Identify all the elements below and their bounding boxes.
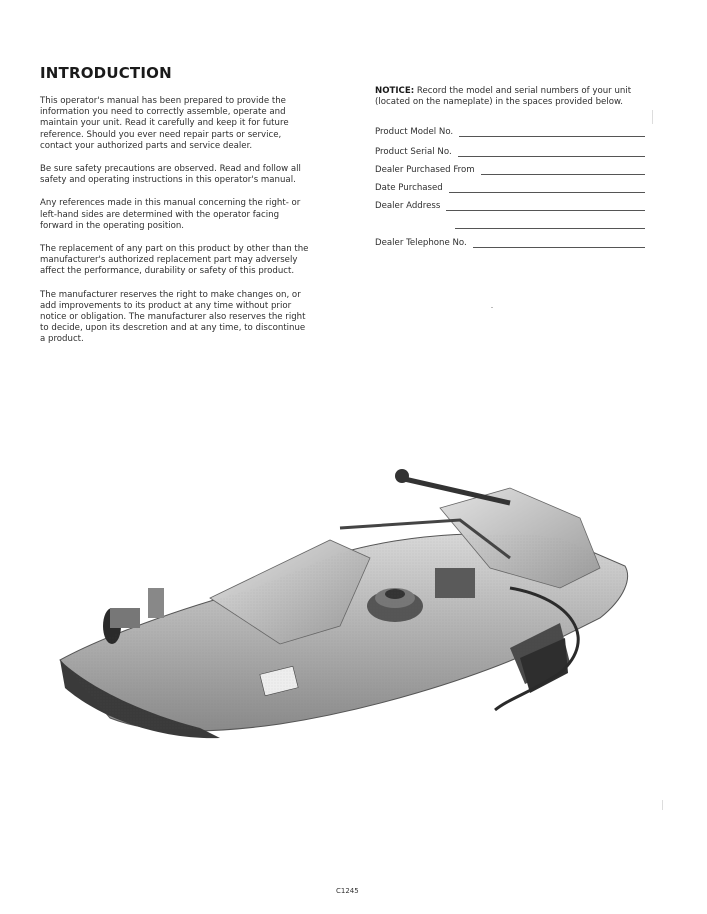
- mower-deck-photo: [40, 448, 640, 748]
- dealer-address-field-2[interactable]: [455, 220, 645, 229]
- dealer-purchased-row: [375, 165, 645, 175]
- product-model-field[interactable]: [459, 128, 645, 137]
- paragraph-replacement-parts: The replacement of any part on this product by other than the manufacturer's authorized replacement part may adversely affect the performance, durability or safety of this product.: [40, 244, 309, 277]
- product-serial-row: [375, 147, 645, 157]
- paragraph-purpose: This operator's manual has been prepared to provide the information you need to correctly assemble, operate and maintain your unit. Read it carefully and keep it for future reference. Should you ever need repair parts or service, contact your authorized parts and service dealer.: [40, 96, 289, 151]
- date-purchased-field[interactable]: [449, 184, 645, 193]
- notice-label: NOTICE:: [375, 86, 415, 96]
- page-title: INTRODUCTION: [40, 64, 172, 82]
- dealer-telephone-row: [375, 238, 645, 248]
- product-model-row: [375, 127, 645, 137]
- notice-text: [375, 86, 660, 108]
- page-code: C1245: [336, 887, 359, 895]
- dealer-address-label: Dealer Address: [375, 201, 441, 211]
- dealer-purchased-label: Dealer Purchased From: [375, 165, 475, 175]
- dealer-purchased-field[interactable]: [481, 166, 645, 175]
- dealer-address-row: [375, 201, 645, 211]
- scan-mark: [662, 800, 663, 810]
- dealer-address-row-2: [375, 220, 645, 229]
- scan-mark: [652, 110, 653, 124]
- paragraph-safety: Be sure safety precautions are observed. Read and follow all safety and operating instructions in this operator's manual.: [40, 164, 301, 186]
- date-purchased-row: [375, 183, 645, 193]
- product-serial-label: Product Serial No.: [375, 147, 452, 157]
- dealer-address-field[interactable]: [446, 202, 645, 211]
- notice-body: Record the model and serial numbers of your unit (located on the nameplate) in the spaces provided below.: [375, 86, 632, 108]
- paragraph-manufacturer-rights: The manufacturer reserves the right to make changes on, or add improvements to its product at any time without prior notice or obligation. The manufacturer also reserves the right to decide, upon its descretion and at any time, to discontinue a product.: [40, 289, 306, 345]
- dealer-telephone-label: Dealer Telephone No.: [375, 238, 467, 248]
- date-purchased-label: Date Purchased: [375, 183, 443, 193]
- dealer-telephone-field[interactable]: [473, 239, 645, 248]
- product-model-label: Product Model No.: [375, 127, 454, 137]
- product-serial-field[interactable]: [458, 148, 645, 157]
- scan-speck: [491, 307, 493, 308]
- paragraph-orientation: Any references made in this manual concerning the right- or left-hand sides are determined with the operator facing forward in the operating position.: [40, 198, 301, 231]
- introduction-text: [40, 96, 312, 358]
